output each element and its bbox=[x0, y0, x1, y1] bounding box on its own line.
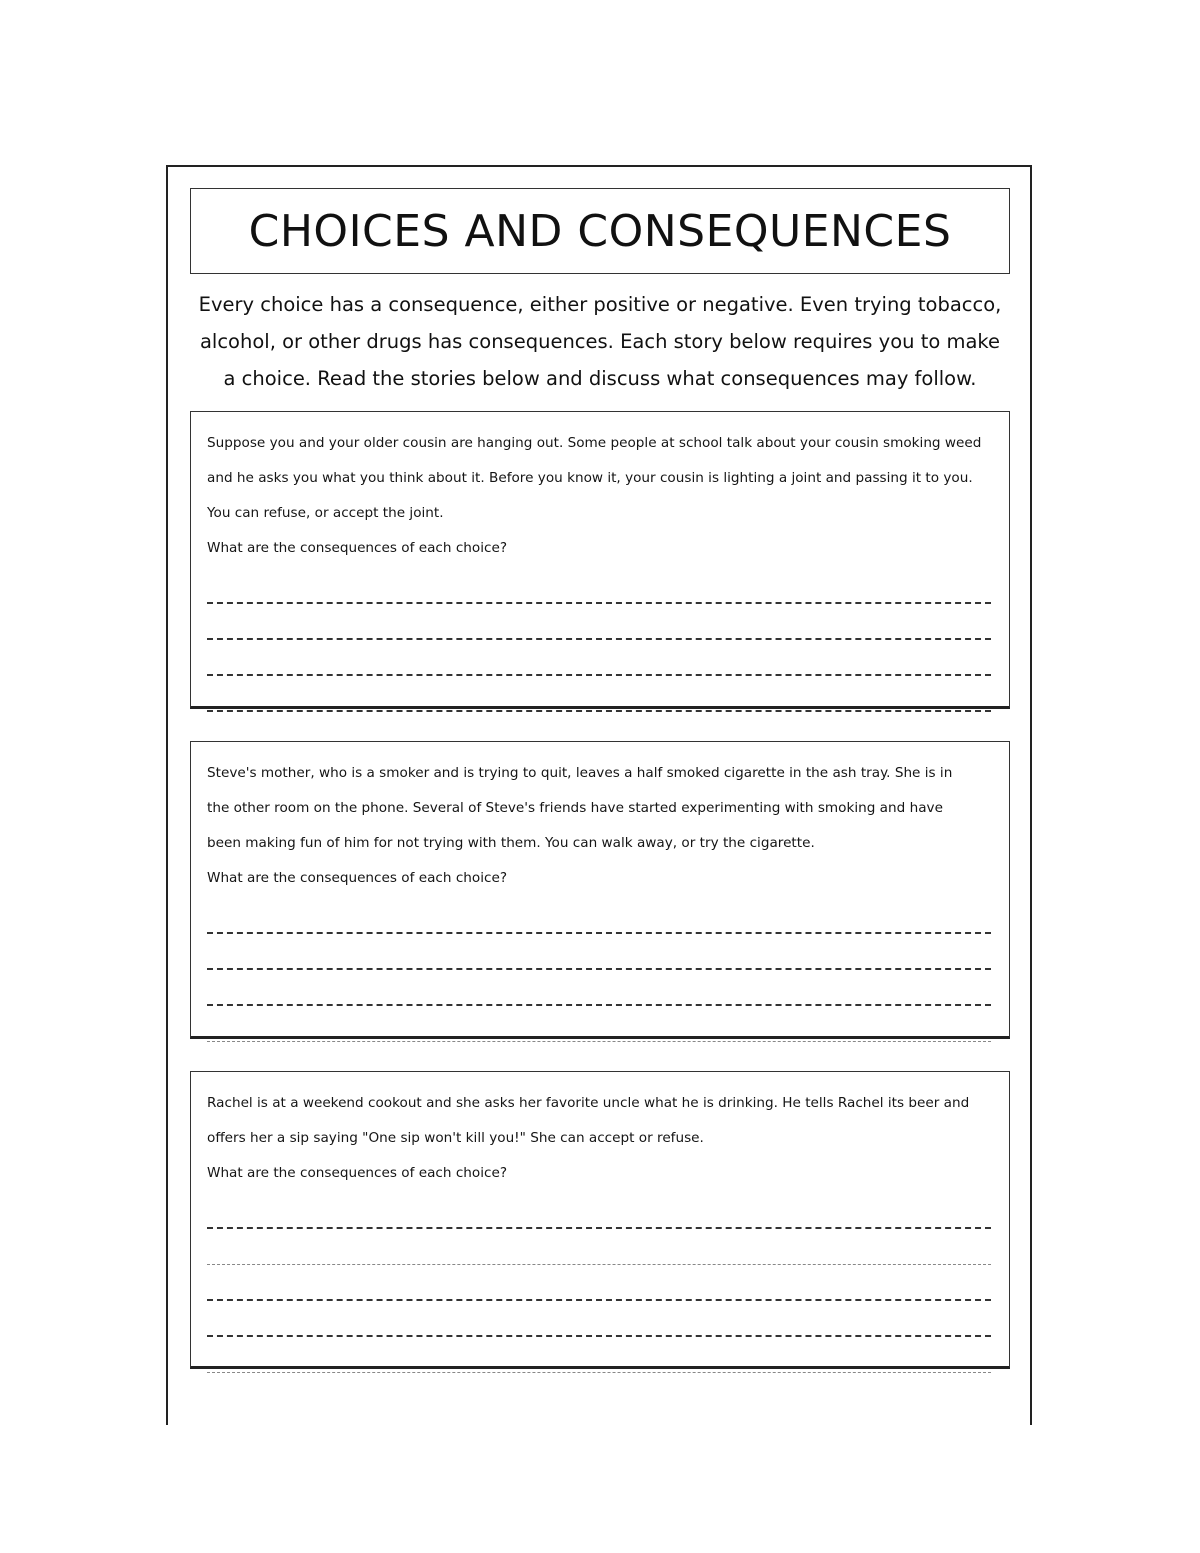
story-text-line: the other room on the phone. Several of Steve's friends have started experimenting with smoking and have bbox=[207, 800, 943, 816]
answer-line[interactable] bbox=[207, 568, 991, 604]
answer-line[interactable] bbox=[207, 1229, 991, 1265]
answer-line[interactable] bbox=[207, 970, 991, 1006]
story-question: What are the consequences of each choice? bbox=[207, 540, 508, 556]
story-box-2 bbox=[190, 741, 1010, 1039]
answer-line[interactable] bbox=[207, 1006, 991, 1042]
story-text-line: Steve's mother, who is a smoker and is trying to quit, leaves a half smoked cigarette in the ash tray. She is in bbox=[207, 765, 953, 781]
story-text-line: Suppose you and your older cousin are hanging out. Some people at school talk about your cousin smoking weed bbox=[207, 435, 982, 451]
answer-lines bbox=[207, 898, 991, 1042]
story-question: What are the consequences of each choice? bbox=[207, 1165, 508, 1181]
story-question: What are the consequences of each choice? bbox=[207, 870, 508, 886]
intro-paragraph: Every choice has a consequence, either positive or negative. Even trying tobacco, alcohol, or other drugs has consequences. Each story below requires you to make a choice. Read the stories below and discuss what consequences may follow. bbox=[198, 293, 1002, 390]
story-text-line: been making fun of him for not trying with them. You can walk away, or try the cigarette. bbox=[207, 835, 815, 851]
story-box-3 bbox=[190, 1071, 1010, 1369]
story-text-line: and he asks you what you think about it. Before you know it, your cousin is lighting a joint and passing it to you. bbox=[207, 470, 973, 486]
answer-line[interactable] bbox=[207, 676, 991, 712]
answer-line[interactable] bbox=[207, 898, 991, 934]
answer-line[interactable] bbox=[207, 934, 991, 970]
title-box bbox=[190, 188, 1010, 274]
answer-line[interactable] bbox=[207, 1193, 991, 1229]
answer-line[interactable] bbox=[207, 1301, 991, 1337]
answer-line[interactable] bbox=[207, 640, 991, 676]
story-box-1 bbox=[190, 411, 1010, 709]
story-text-line: Rachel is at a weekend cookout and she asks her favorite uncle what he is drinking. He tells Rachel its beer and bbox=[207, 1095, 970, 1111]
answer-line[interactable] bbox=[207, 604, 991, 640]
story-text-line: You can refuse, or accept the joint. bbox=[207, 505, 444, 521]
answer-lines bbox=[207, 568, 991, 712]
answer-lines bbox=[207, 1193, 991, 1373]
story-text-line: offers her a sip saying "One sip won't kill you!" She can accept or refuse. bbox=[207, 1130, 704, 1146]
answer-line[interactable] bbox=[207, 1265, 991, 1301]
worksheet-title: CHOICES AND CONSEQUENCES bbox=[248, 205, 952, 257]
answer-line[interactable] bbox=[207, 1337, 991, 1373]
